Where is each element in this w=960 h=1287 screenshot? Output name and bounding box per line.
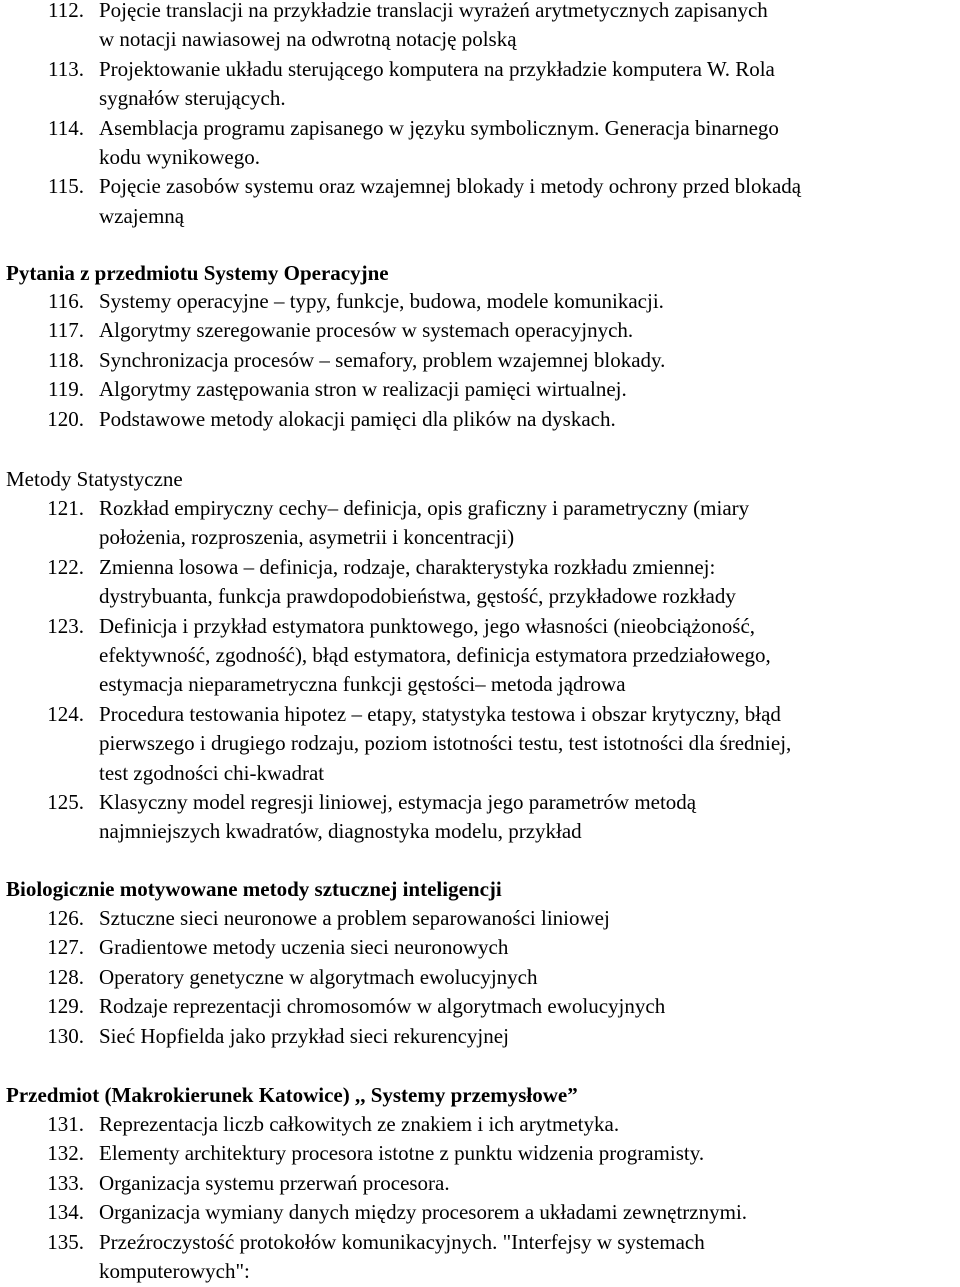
item-number: 126. xyxy=(47,906,84,930)
item-number: 116. xyxy=(48,289,84,313)
item-text: Algorytmy zastępowania stron w realizacji pamięci wirtualnej. xyxy=(99,377,627,402)
item-text: Synchronizacja procesów – semafory, problem wzajemnej blokady. xyxy=(99,347,666,372)
list-item xyxy=(0,287,960,316)
list-item xyxy=(0,1169,960,1198)
item-number: 123. xyxy=(47,613,84,638)
item-text: Gradientowe metody uczenia sieci neuronowych xyxy=(99,935,509,960)
item-text: Asemblacja programu zapisanego w języku symbolicznym. Generacja binarnego kodu wynikowego. xyxy=(99,115,779,170)
item-number: 135. xyxy=(47,1229,84,1254)
item-text: Systemy operacyjne – typy, funkcje, budowa, modele komunikacji. xyxy=(99,289,664,313)
item-text: Elementy architektury procesora istotne z punktu widzenia programisty. xyxy=(99,1141,705,1166)
item-text: Podstawowe metody alokacji pamięci dla plików na dyskach. xyxy=(99,406,616,431)
list-item xyxy=(0,1110,960,1139)
section-heading: Biologicznie motywowane metody sztucznej inteligencji xyxy=(6,877,502,901)
list-item xyxy=(0,1228,960,1287)
list-item xyxy=(0,992,960,1021)
item-number: 132. xyxy=(47,1141,84,1166)
item-text: Reprezentacja liczb całkowitych ze znakiem i ich arytmetyka. xyxy=(99,1112,620,1136)
section-heading: Metody Statystyczne xyxy=(6,467,183,491)
item-number: 114. xyxy=(48,115,84,140)
item-text: Sztuczne sieci neuronowe a problem separowaności liniowej xyxy=(99,906,610,930)
list-item xyxy=(0,494,960,553)
list-item xyxy=(0,963,960,992)
item-text: Operatory genetyczne w algorytmach ewolucyjnych xyxy=(99,964,538,989)
item-number: 134. xyxy=(47,1200,84,1225)
list-item xyxy=(0,172,960,231)
item-text: Rodzaje reprezentacji chromosomów w algorytmach ewolucyjnych xyxy=(99,994,666,1019)
item-number: 129. xyxy=(47,994,84,1019)
list-item xyxy=(0,375,960,404)
item-number: 130. xyxy=(47,1023,84,1048)
list-item xyxy=(0,114,960,173)
item-text: Organizacja wymiany danych między procesorem a układami zewnętrznymi. xyxy=(99,1200,748,1225)
list-item xyxy=(0,1022,960,1051)
item-number: 124. xyxy=(47,701,84,726)
list-item xyxy=(0,405,960,434)
item-number: 127. xyxy=(47,935,84,960)
item-text: Projektowanie układu sterującego komputera na przykładzie komputera W. Rola sygnałów sterujących. xyxy=(99,56,775,111)
question-list xyxy=(0,287,960,434)
item-text: Rozkład empiryczny cechy– definicja, opis graficzny i parametryczny (miary położenia, rozproszenia, asymetrii i koncentracji) xyxy=(99,496,750,550)
item-text: Przeźroczystość protokołów komunikacyjnych. "Interfejsy w systemach komputerowych": xyxy=(99,1229,705,1284)
item-number: 112. xyxy=(48,0,84,22)
item-text: Definicja i przykład estymatora punktowego, jego własności (nieobciążoność, efektywność, zgodność), błąd estymatora, definicja estymatora przedziałowego, estymacja nieparametryczna funkcji gęstości– metoda jądrowa xyxy=(99,613,771,697)
item-text: Pojęcie translacji na przykładzie translacji wyrażeń arytmetycznych zapisanych w notacji nawiasowej na odwrotną notację polską xyxy=(99,0,768,52)
question-list xyxy=(0,1110,960,1286)
item-text: Zmienna losowa – definicja, rodzaje, charakterystyka rozkładu zmiennej: dystrybuanta, funkcja prawdopodobieństwa, gęstość, przykładowe rozkłady xyxy=(99,554,736,609)
list-item xyxy=(0,1139,960,1168)
item-number: 128. xyxy=(47,964,84,989)
question-list xyxy=(0,0,960,231)
list-item xyxy=(0,346,960,375)
item-number: 125. xyxy=(47,790,84,815)
item-number: 115. xyxy=(48,174,84,199)
list-item xyxy=(0,1198,960,1227)
section-heading: Przedmiot (Makrokierunek Katowice) ,, Systemy przemysłowe” xyxy=(6,1083,578,1107)
list-item xyxy=(0,788,960,847)
item-number: 119. xyxy=(48,377,84,402)
item-text: Organizacja systemu przerwań procesora. xyxy=(99,1170,450,1195)
item-number: 121. xyxy=(47,496,84,520)
list-item xyxy=(0,933,960,962)
item-number: 120. xyxy=(47,406,84,431)
item-text: Procedura testowania hipotez – etapy, statystyka testowa i obszar krytyczny, błąd pierwszego i drugiego rodzaju, poziom istotności testu, test istotności dla średniej, test zgodności chi-kwadrat xyxy=(99,701,792,785)
item-number: 118. xyxy=(48,347,84,372)
question-list xyxy=(0,904,960,1051)
question-list xyxy=(0,494,960,847)
list-item xyxy=(0,316,960,345)
list-item xyxy=(0,612,960,700)
item-text: Pojęcie zasobów systemu oraz wzajemnej blokady i metody ochrony przed blokadą wzajemną xyxy=(99,174,802,228)
item-text: Sieć Hopfielda jako przykład sieci rekurencyjnej xyxy=(99,1023,509,1048)
list-item xyxy=(0,700,960,788)
item-text: Algorytmy szeregowanie procesów w systemach operacyjnych. xyxy=(99,318,634,343)
list-item xyxy=(0,553,960,612)
section-heading: Pytania z przedmiotu Systemy Operacyjne xyxy=(6,261,389,285)
item-number: 113. xyxy=(48,56,84,81)
item-number: 133. xyxy=(47,1170,84,1195)
item-number: 131. xyxy=(47,1112,84,1136)
list-item xyxy=(0,55,960,114)
item-text: Klasyczny model regresji liniowej, estymacja jego parametrów metodą najmniejszych kwadratów, diagnostyka modelu, przykład xyxy=(99,790,697,844)
item-number: 117. xyxy=(48,318,84,343)
item-number: 122. xyxy=(47,554,84,579)
list-item xyxy=(0,0,960,55)
list-item xyxy=(0,904,960,933)
